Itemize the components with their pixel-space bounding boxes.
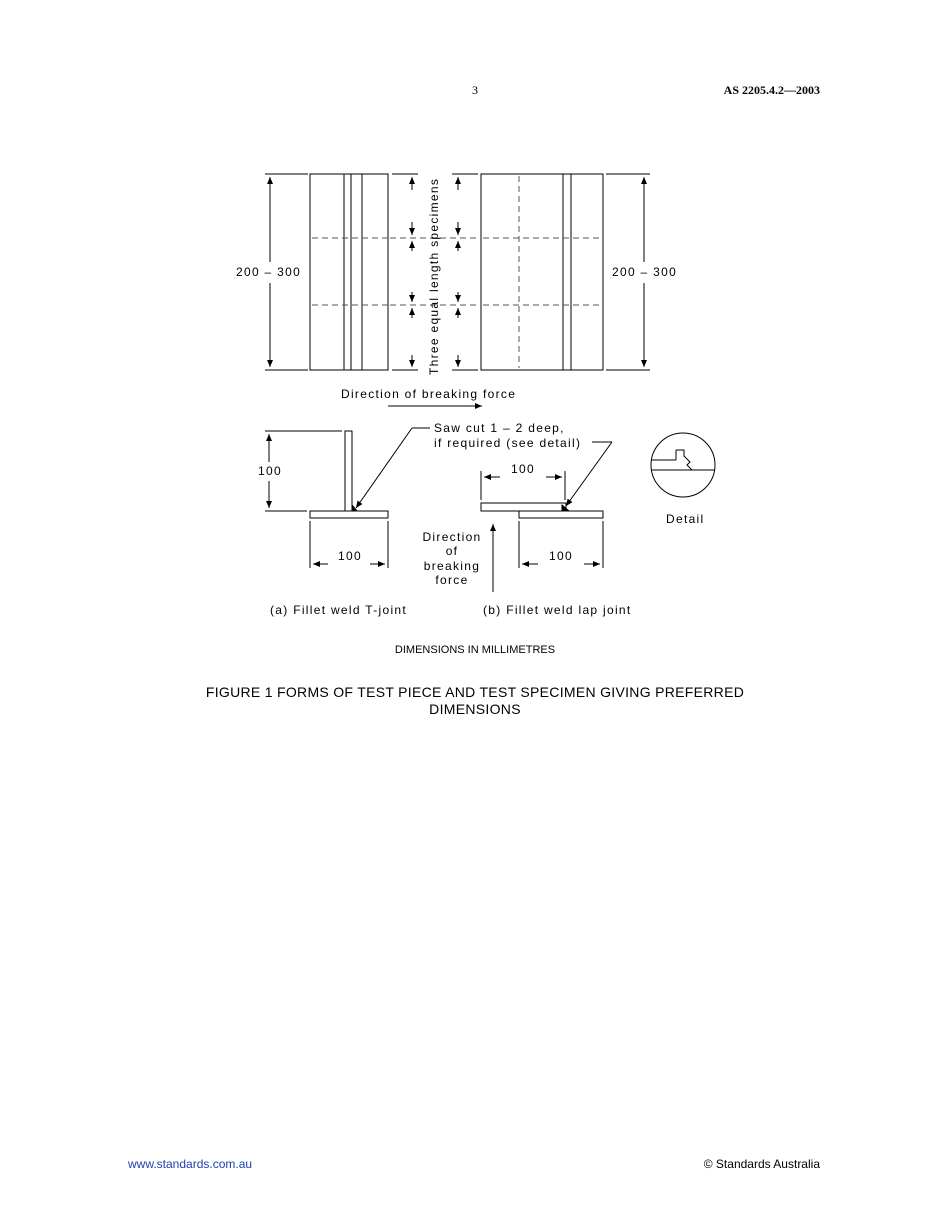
force-line2: of (445, 544, 459, 558)
page-number: 3 (472, 83, 478, 97)
specimen-dimensions-right (452, 174, 478, 370)
lap-overlap: 100 (511, 462, 535, 476)
force-line3: breaking (423, 559, 481, 573)
saw-cut-line1: Saw cut 1 – 2 deep, (434, 421, 565, 435)
t-joint-plan-view (310, 174, 388, 370)
caption-a: (a) Fillet weld T-joint (270, 603, 408, 617)
detail-circle (651, 433, 715, 497)
footer-copyright: © Standards Australia (703, 1157, 820, 1171)
saw-cut-line2: if required (see detail) (434, 436, 582, 450)
specimens-label: Three equal length specimens (427, 177, 441, 375)
direction-label: Direction of breaking force (341, 387, 517, 401)
footer-url-link[interactable]: www.standards.com.au (128, 1157, 253, 1171)
dimensions-note: DIMENSIONS IN MILLIMETRES (394, 644, 556, 656)
detail-label: Detail (666, 512, 705, 526)
t-joint-width: 100 (338, 549, 362, 563)
caption-b: (b) Fillet weld lap joint (483, 603, 632, 617)
t-joint-section (265, 431, 388, 568)
lap-width: 100 (549, 549, 573, 563)
figure-caption-line2: DIMENSIONS (429, 701, 521, 717)
left-range-label: 200 – 300 (236, 265, 302, 279)
lap-joint-section (481, 471, 603, 592)
figure-caption-line1: FIGURE 1 FORMS OF TEST PIECE AND TEST SPECIMEN GIVING PREFERRED (205, 684, 745, 700)
force-line1: Direction (422, 530, 482, 544)
right-range-label: 200 – 300 (612, 265, 678, 279)
lap-joint-plan-view (481, 174, 603, 370)
figure-caption (150, 684, 800, 718)
force-line4: force (435, 573, 469, 587)
specimen-dimensions-left (392, 174, 418, 370)
t-joint-height: 100 (258, 464, 282, 478)
standard-id: AS 2205.4.2—2003 (723, 83, 820, 97)
